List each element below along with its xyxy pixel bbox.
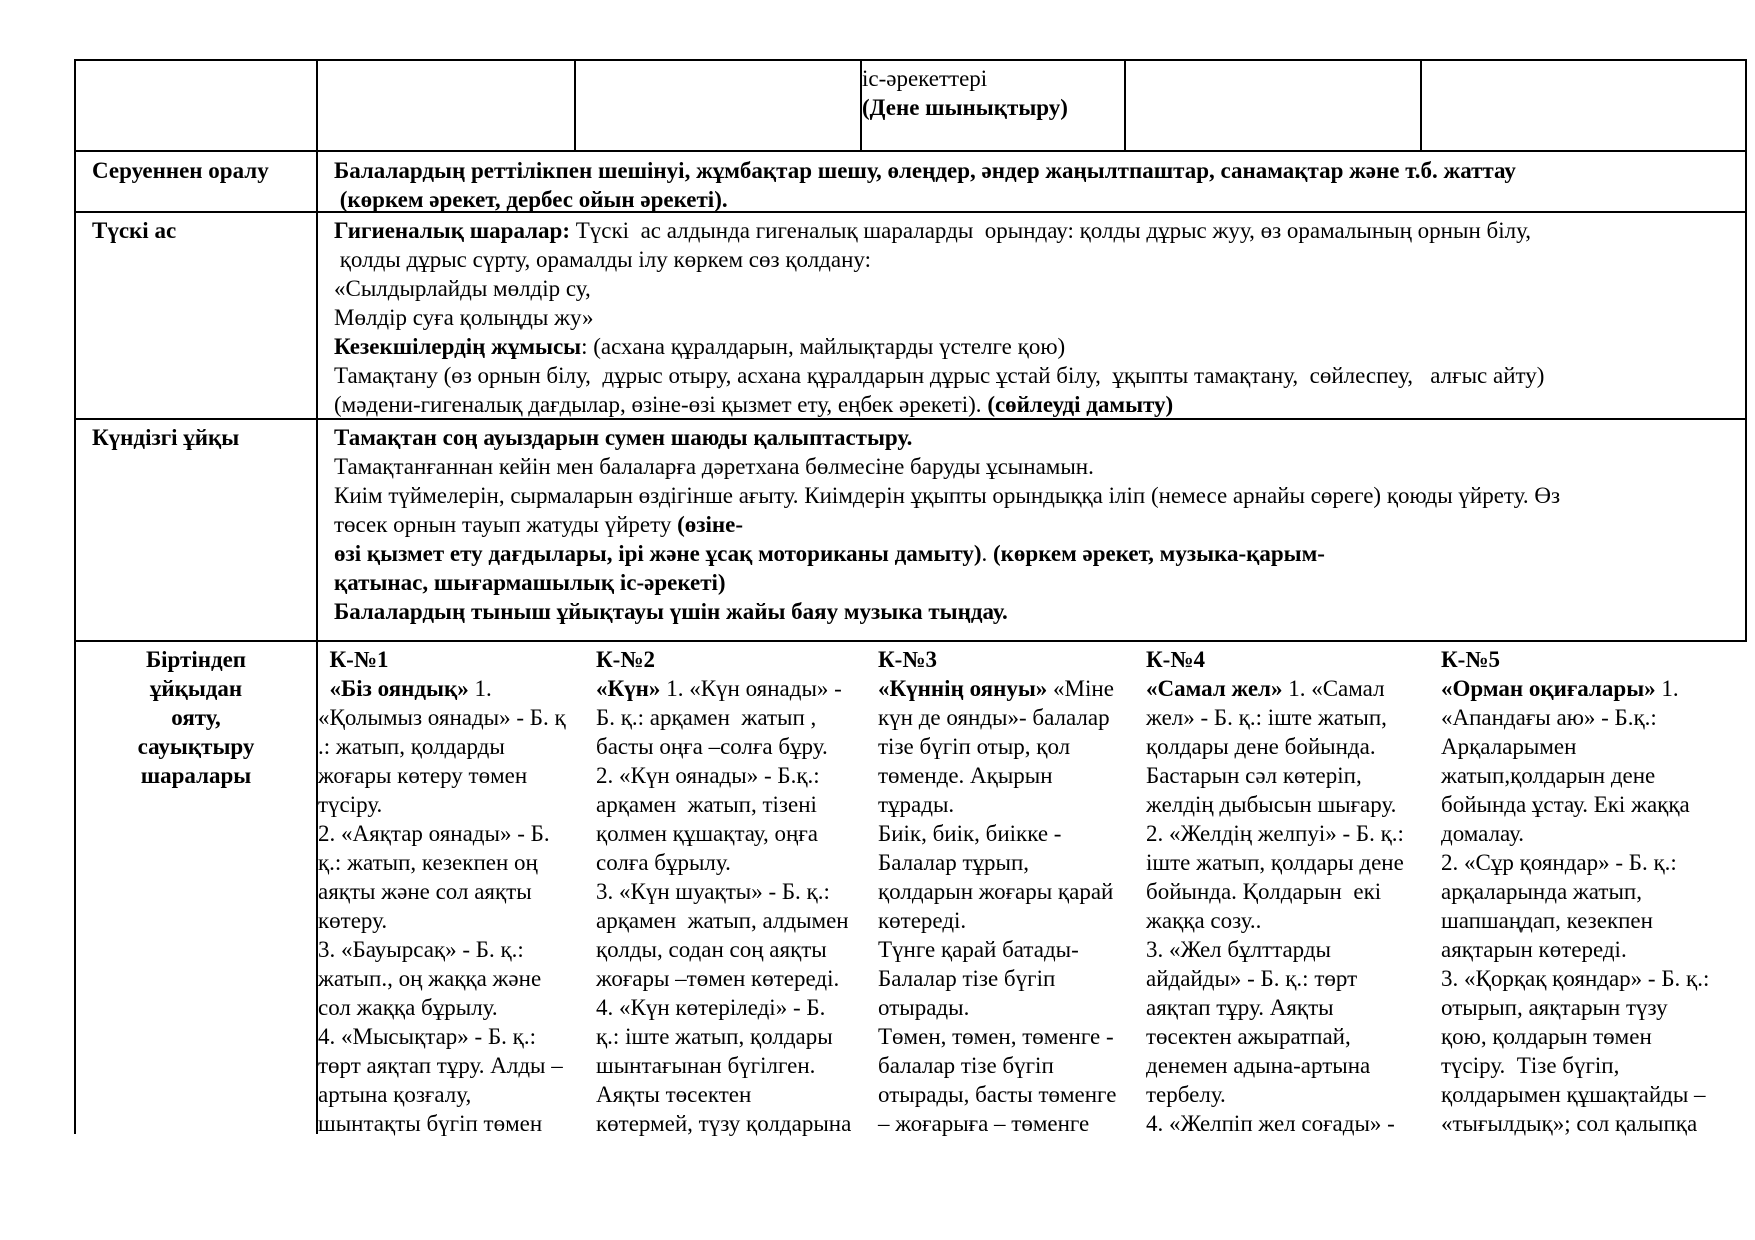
- exercise-text: тізе бүгіп отыр, қол: [878, 734, 1071, 759]
- exercise-line: [318, 1022, 594, 1051]
- exercise-line: [878, 993, 1143, 1022]
- exercise-text: 1. «Күн оянады» -: [660, 676, 842, 701]
- exercise-line: [318, 906, 594, 935]
- exercise-line: [878, 935, 1143, 964]
- exercise-line: [1441, 732, 1746, 761]
- row-label-text: ұйқыдан: [149, 676, 243, 701]
- exercise-text: төменде. Ақырын: [878, 763, 1053, 788]
- exercise-column-k3: [878, 645, 1143, 1138]
- exercise-text: желдің дыбысын шығару.: [1146, 792, 1397, 817]
- exercise-line: [596, 877, 876, 906]
- exercise-text: Түнге қарай батады-: [878, 937, 1079, 962]
- exercise-text: жел» - Б. қ.: іште жатып,: [1146, 705, 1387, 730]
- exercise-line: [596, 732, 876, 761]
- exercise-text: тұрады.: [878, 792, 955, 817]
- content-line: Балалардың тыныш ұйықтауы үшін жайы баяу музыка тыңдау.: [334, 599, 1008, 624]
- exercise-text: Б. қ.: арқамен жатып ,: [596, 705, 817, 730]
- exercise-column-k2: [596, 645, 876, 1138]
- table-border-top: [74, 59, 1747, 61]
- exercise-line: [1441, 674, 1746, 703]
- exercise-text: Бастарын сәл көтеріп,: [1146, 763, 1362, 788]
- exercise-line: [1441, 790, 1746, 819]
- content-line: Балалардың реттілікпен шешінуі, жұмбақтар шешу, өлеңдер, әндер жаңылтпаштар, санамақтар және т.б. жаттау: [334, 158, 1516, 183]
- exercise-text: қолдарымен құшақтайды –: [1441, 1082, 1706, 1107]
- exercise-title: К-№2: [596, 647, 655, 672]
- exercise-line: [1146, 761, 1436, 790]
- text-phrase: төсек орнын тауып жатуды үйрету: [334, 512, 678, 537]
- exercise-line: [878, 964, 1143, 993]
- exercise-line: [596, 1109, 876, 1138]
- exercise-text: отырады, басты төменге: [878, 1082, 1117, 1107]
- exercise-line: [596, 964, 876, 993]
- exercise-text: аяқты және сол аяқты: [318, 879, 532, 904]
- exercise-line: [1146, 877, 1436, 906]
- exercise-text: домалау.: [1441, 821, 1525, 846]
- row-content-seruen: [334, 156, 1739, 214]
- exercise-text: 4. «Желпіп жел соғады» -: [1146, 1111, 1395, 1136]
- exercise-text: қолмен құшақтау, оңға: [596, 821, 818, 846]
- exercise-line: [596, 1022, 876, 1051]
- exercise-text: қолдарын жоғары қарай: [878, 879, 1114, 904]
- exercise-column-k1: [318, 645, 594, 1138]
- exercise-line: [1441, 906, 1746, 935]
- exercise-title: «Самал жел»: [1146, 676, 1283, 701]
- exercise-text: айдайды» - Б. қ.: төрт: [1146, 966, 1358, 991]
- exercise-text: жоғары көтеру төмен: [318, 763, 528, 788]
- exercise-line: [1441, 819, 1746, 848]
- exercise-text: көтеру.: [318, 908, 388, 933]
- exercise-text: бойында ұстау. Екі жаққа: [1441, 792, 1690, 817]
- exercise-line: [878, 674, 1143, 703]
- exercise-text: Балалар тізе бүгіп: [878, 966, 1056, 991]
- row-label-seruen: [92, 156, 312, 185]
- exercise-text: 4. «Мысықтар» - Б. қ.:: [318, 1024, 536, 1049]
- exercise-text: аяқтап тұру. Аяқты: [1146, 995, 1334, 1020]
- exercise-line: [596, 819, 876, 848]
- exercise-text: солға бұрылу.: [596, 850, 731, 875]
- column-divider: [1420, 59, 1422, 151]
- activity-label: іс-әрекеттері: [862, 66, 988, 91]
- exercise-text: тербелу.: [1146, 1082, 1226, 1107]
- exercise-text: «Қолымыз оянады» - Б. қ: [318, 705, 566, 730]
- exercise-text: төсектен ажыратпай,: [1146, 1024, 1351, 1049]
- exercise-line: [1146, 1022, 1436, 1051]
- exercise-text: 3. «Қорқақ қояндар» - Б. қ.:: [1441, 966, 1710, 991]
- exercise-title: «Орман оқиғалары»: [1441, 676, 1656, 701]
- exercise-line: [318, 1109, 594, 1138]
- exercise-line: [878, 1080, 1143, 1109]
- exercise-line: [1146, 1051, 1436, 1080]
- exercise-title: К-№1: [318, 647, 389, 672]
- exercise-line: [318, 877, 594, 906]
- exercise-line: [1146, 819, 1436, 848]
- exercise-text: отырып, аяқтарын түзу: [1441, 995, 1668, 1020]
- row-label-text: Түскі ас: [92, 218, 177, 243]
- column-divider: [574, 59, 576, 151]
- exercise-line: [1441, 1080, 1746, 1109]
- exercise-text: артына қозғалу,: [318, 1082, 472, 1107]
- exercise-column-k4: [1146, 645, 1436, 1138]
- exercise-title: «Күннің оянуы»: [878, 676, 1048, 701]
- exercise-line: [1146, 645, 1436, 674]
- exercise-text: 2. «Аяқтар оянады» - Б.: [318, 821, 550, 846]
- exercise-text: қолды, содан соң аяқты: [596, 937, 827, 962]
- content-line: Тамақтанғаннан кейін мен балаларға дәретхана бөлмесіне баруды ұсынамын.: [334, 454, 1094, 479]
- exercise-line: [1441, 645, 1746, 674]
- row-divider: [74, 640, 1747, 642]
- exercise-line: [318, 790, 594, 819]
- exercise-line: [318, 1051, 594, 1080]
- exercise-line: [878, 1109, 1143, 1138]
- table-border-right: [1745, 59, 1747, 640]
- exercise-line: [318, 674, 594, 703]
- exercise-text: жатып., оң жаққа және: [318, 966, 542, 991]
- exercise-line: [318, 993, 594, 1022]
- exercise-text: көтереді.: [878, 908, 967, 933]
- exercise-text: «Міне: [1047, 676, 1114, 701]
- exercise-line: [318, 1080, 594, 1109]
- exercise-line: [1441, 703, 1746, 732]
- exercise-text: 4. «Күн көтеріледі» - Б.: [596, 995, 826, 1020]
- exercise-text: жатып,қолдарын дене: [1441, 763, 1656, 788]
- exercise-line: [596, 761, 876, 790]
- exercise-column-k5: [1441, 645, 1746, 1138]
- activity-subject: (Дене шынықтыру): [862, 95, 1068, 120]
- exercise-text: шынтақты бүгіп төмен: [318, 1111, 543, 1136]
- row-label-text: ояту,: [171, 705, 221, 730]
- text-phrase: (мәдени-гигеналық дағдылар, өзіне-өзі қызмет ету, еңбек әрекеті).: [334, 392, 988, 417]
- exercise-line: [878, 790, 1143, 819]
- exercise-line: [1146, 935, 1436, 964]
- exercise-text: қ.: іште жатып, қолдары: [596, 1024, 833, 1049]
- exercise-line: [596, 906, 876, 935]
- exercise-line: [596, 703, 876, 732]
- exercise-text: сол жаққа бұрылу.: [318, 995, 498, 1020]
- exercise-line: [1441, 848, 1746, 877]
- exercise-title: К-№5: [1441, 647, 1500, 672]
- exercise-text: «Апандағы аю» - Б.қ.:: [1441, 705, 1657, 730]
- exercise-line: [1441, 964, 1746, 993]
- exercise-text: іште жатып, қолдары дене: [1146, 850, 1404, 875]
- exercise-line: [878, 1022, 1143, 1051]
- exercise-title: «Күн»: [596, 676, 661, 701]
- exercise-text: жаққа созу..: [1146, 908, 1262, 933]
- exercise-text: 1. «Самал: [1282, 676, 1385, 701]
- row-label-uiqy: [92, 423, 312, 452]
- exercise-line: [1146, 790, 1436, 819]
- bold-phrase: (өзіне-: [677, 512, 744, 537]
- exercise-text: басты оңға –солға бұру.: [596, 734, 828, 759]
- column-divider: [1124, 59, 1126, 151]
- exercise-line: [878, 703, 1143, 732]
- exercise-text: отырады.: [878, 995, 970, 1020]
- row-content-tuski: [334, 216, 1739, 419]
- exercise-line: [318, 732, 594, 761]
- bold-phrase: өзі қызмет ету дағдылары, ірі және ұсақ моториканы дамыту): [334, 541, 982, 566]
- content-line: Тамақтан соң ауыздарын сумен шаюды қалыптастыру.: [334, 425, 913, 450]
- exercise-line: [596, 1080, 876, 1109]
- exercise-line: [1146, 674, 1436, 703]
- exercise-line: [1441, 877, 1746, 906]
- content-line: [334, 390, 1739, 419]
- exercise-line: [878, 848, 1143, 877]
- exercise-text: арқамен жатып, тізені: [596, 792, 817, 817]
- exercise-line: [596, 674, 876, 703]
- content-line: «Сылдырлайды мөлдір су,: [334, 276, 591, 301]
- row-divider: [74, 150, 1747, 152]
- exercise-line: [318, 819, 594, 848]
- exercise-text: қ.: жатып, кезекпен оң: [318, 850, 538, 875]
- exercise-text: аяқтарын көтереді.: [1441, 937, 1627, 962]
- content-line: қолды дұрыс сүрту, орамалды ілу көркем сөз қолдану:: [334, 247, 871, 272]
- table-border-left: [74, 59, 76, 1134]
- exercise-text: қою, қолдарын төмен: [1441, 1024, 1652, 1049]
- exercise-line: [1441, 1109, 1746, 1138]
- exercise-text: Аяқты төсектен: [596, 1082, 752, 1107]
- row-content-uiqy: [334, 423, 1739, 626]
- exercise-line: [1146, 848, 1436, 877]
- bold-phrase: (сөйлеуді дамыту): [987, 392, 1174, 417]
- exercise-text: 2. «Күн оянады» - Б.қ.:: [596, 763, 820, 788]
- exercise-line: [878, 761, 1143, 790]
- text-phrase: .: [981, 541, 993, 566]
- row-label-text: шаралары: [140, 763, 252, 788]
- exercise-text: төрт аяқтап тұру. Алды –: [318, 1053, 563, 1078]
- content-line: қатынас, шығармашылық іс-әрекеті): [334, 570, 726, 595]
- exercise-line: [1441, 761, 1746, 790]
- top-row-activity-cell: [862, 64, 1117, 122]
- exercise-line: [318, 703, 594, 732]
- row-label-text: Күндізгі ұйқы: [92, 425, 240, 450]
- exercise-line: [878, 819, 1143, 848]
- exercise-text: .: жатып, қолдарды: [318, 734, 505, 759]
- exercise-text: 3. «Жел бұлттарды: [1146, 937, 1331, 962]
- exercise-text: бойында. Қолдарын екі: [1146, 879, 1382, 904]
- exercise-line: [318, 761, 594, 790]
- exercise-line: [318, 964, 594, 993]
- exercise-line: [1146, 732, 1436, 761]
- exercise-text: денемен адына-артына: [1146, 1053, 1371, 1078]
- exercise-line: [878, 732, 1143, 761]
- exercise-line: [1441, 1051, 1746, 1080]
- exercise-text: Төмен, төмен, төменге -: [878, 1024, 1114, 1049]
- exercise-text: көтермей, түзу қолдарына: [596, 1111, 852, 1136]
- exercise-text: балалар тізе бүгіп: [878, 1053, 1054, 1078]
- exercise-text: – жоғарыға – төменге: [878, 1111, 1090, 1136]
- exercise-line: [318, 645, 594, 674]
- bold-phrase: (көркем әрекет, музыка-қарым-: [993, 541, 1325, 566]
- exercise-title: «Біз ояндық»: [318, 676, 469, 701]
- exercise-line: [318, 848, 594, 877]
- exercise-text: күн де оянды»- балалар: [878, 705, 1110, 730]
- row-label-tuski: [92, 216, 312, 245]
- exercise-line: [1146, 993, 1436, 1022]
- bold-phrase: Кезекшілердің жұмысы: [334, 334, 582, 359]
- exercise-text: 3. «Бауырсақ» - Б. қ.:: [318, 937, 524, 962]
- exercise-text: арқамен жатып, алдымен: [596, 908, 849, 933]
- exercise-line: [1146, 906, 1436, 935]
- exercise-text: шапшаңдап, кезекпен: [1441, 908, 1653, 933]
- bold-phrase: Гигиеналық шаралар:: [334, 218, 570, 243]
- exercise-line: [1146, 703, 1436, 732]
- content-line: Мөлдір суға қолыңды жу»: [334, 305, 594, 330]
- row-label-text: Біртіндеп: [145, 647, 247, 672]
- text-phrase: : (асхана құралдарын, майлықтарды үстелге қою): [581, 334, 1066, 359]
- exercise-line: [878, 877, 1143, 906]
- exercise-line: [1441, 1022, 1746, 1051]
- exercise-text: түсіру.: [318, 792, 383, 817]
- exercise-text: шынтағынан бүгілген.: [596, 1053, 816, 1078]
- exercise-line: [1146, 1109, 1436, 1138]
- exercise-line: [878, 645, 1143, 674]
- exercise-line: [1441, 935, 1746, 964]
- exercise-text: Балалар тұрып,: [878, 850, 1030, 875]
- exercise-text: 1.: [468, 676, 492, 701]
- row-label-text: сауықтыру: [137, 734, 255, 759]
- exercise-text: Арқаларымен: [1441, 734, 1577, 759]
- exercise-title: К-№4: [1146, 647, 1205, 672]
- row-label-oyatu: [76, 645, 316, 790]
- exercise-text: 2. «Сұр қояндар» - Б. қ.:: [1441, 850, 1677, 875]
- exercise-text: қолдары дене бойында.: [1146, 734, 1376, 759]
- row-label-text: Серуеннен оралу: [92, 158, 269, 183]
- exercise-line: [878, 1051, 1143, 1080]
- exercise-line: [878, 906, 1143, 935]
- exercise-line: [596, 848, 876, 877]
- content-line: [334, 216, 1739, 245]
- exercise-text: «тығылдық»; сол қалыпқа: [1441, 1111, 1698, 1136]
- content-line: [334, 510, 1739, 539]
- text-phrase: Түскі ас алдында гигеналық шараларды орындау: қолды дұрыс жуу, өз орамалының орнын білу,: [570, 218, 1532, 243]
- exercise-text: 3. «Күн шуақты» - Б. қ.:: [596, 879, 830, 904]
- exercise-line: [318, 935, 594, 964]
- exercise-line: [596, 645, 876, 674]
- exercise-line: [596, 790, 876, 819]
- exercise-text: жоғары –төмен көтереді.: [596, 966, 840, 991]
- exercise-text: арқаларында жатып,: [1441, 879, 1642, 904]
- content-line: Киім түймелерін, сырмаларын өздігінше ағыту. Киімдерін ұқыпты орындыққа іліп (немесе арнайы сөреге) қоюды үйрету. Өз: [334, 483, 1561, 508]
- exercise-line: [596, 1051, 876, 1080]
- exercise-text: 2. «Желдің желпуі» - Б. қ.:: [1146, 821, 1404, 846]
- exercise-line: [1146, 1080, 1436, 1109]
- exercise-text: Биік, биік, биікке -: [878, 821, 1062, 846]
- content-line: (көркем әрекет, дербес ойын әрекеті).: [334, 187, 728, 212]
- exercise-text: 1.: [1655, 676, 1679, 701]
- exercise-line: [1441, 993, 1746, 1022]
- exercise-line: [1146, 964, 1436, 993]
- content-line: Тамақтану (өз орнын білу, дұрыс отыру, асхана құралдарын дұрыс ұстай білу, ұқыпты тамақтану, сөйлеспеу, алғыс айту): [334, 363, 1545, 388]
- exercise-line: [596, 935, 876, 964]
- content-line: [334, 332, 1739, 361]
- exercise-text: түсіру. Тізе бүгіп,: [1441, 1053, 1620, 1078]
- exercise-line: [596, 993, 876, 1022]
- content-line: [334, 539, 1739, 568]
- exercise-title: К-№3: [878, 647, 937, 672]
